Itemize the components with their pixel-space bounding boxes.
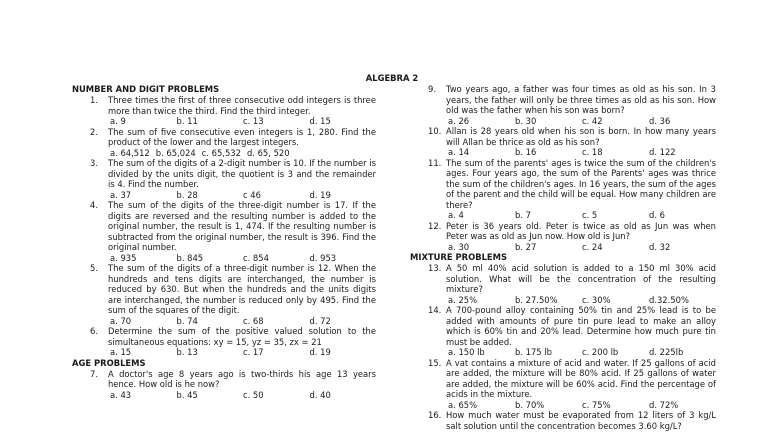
choice-b: b. 13 — [176, 347, 198, 357]
question-text: A doctor's age 8 years ago is two-thirds his age 13 years hence. How old is he now? — [108, 368, 376, 389]
answer-choices — [446, 116, 716, 127]
question-number: 3. — [90, 158, 98, 168]
choice-c: c. 65,532 — [201, 147, 241, 158]
answer-choices — [108, 190, 376, 201]
choice-a: a. 935 — [110, 252, 137, 263]
choice-b: b. 16 — [515, 147, 537, 157]
question-number: 9. — [428, 84, 436, 94]
choice-a: a. 30 — [448, 241, 470, 252]
question-text: Peter is 36 years old. Peter is twice as old as Jun was when Peter was as old as Jun now. How old is Jun? — [446, 220, 716, 241]
question-text: The sum of the digits of the three-digit number is 17. If the digits are reversed and the resulting number is added to the original number, the result is 1, 474. If the resulting number is subtracted from the original number, the result is 396. Find the original number. — [108, 200, 376, 252]
answer-choices — [108, 148, 376, 159]
choice-b: b. 845 — [176, 252, 204, 263]
section-heading-mixture: MIXTURE PROBLEMS — [410, 252, 508, 262]
choice-a: a. 43 — [110, 389, 132, 400]
question-9 — [410, 84, 716, 126]
question-text: The sum of the digits of a 2-digit number is 10. If the number is divided by the units digit, the quotient is 3 and the remainder is 4. Find the number. — [108, 158, 376, 189]
choice-c: c. 75% — [582, 399, 611, 410]
left-column — [72, 84, 376, 400]
question-number: 7. — [90, 368, 98, 379]
answer-choices — [108, 390, 376, 401]
question-text: Determine the sum of the positive valued solution to the simultaneous equations: xy = 15, yz = 35, zx = 21 — [108, 326, 376, 347]
question-16 — [410, 410, 716, 431]
choice-d: d. 65, 520 — [246, 147, 290, 158]
choice-b: b. 28 — [176, 189, 198, 200]
question-text: The sum of five consecutive even integers is 1, 280. Find the product of the lower and the largest integers. — [108, 126, 376, 147]
answer-choices — [108, 116, 376, 127]
choice-d: d. 72% — [649, 399, 679, 410]
question-number: 12. — [428, 220, 442, 231]
choice-a: a. 70 — [110, 315, 132, 326]
choice-c: c. 68 — [243, 315, 264, 326]
question-number: 15. — [428, 357, 442, 368]
question-5 — [72, 263, 376, 326]
question-number: 13. — [428, 263, 442, 273]
question-6 — [72, 326, 376, 358]
question-3 — [72, 158, 376, 200]
choice-a: a. 65% — [448, 399, 478, 410]
question-4 — [72, 200, 376, 263]
question-number: 16. — [428, 410, 442, 420]
question-number: 6. — [90, 326, 98, 336]
question-2 — [72, 127, 376, 159]
choice-b: b. 175 lb — [515, 347, 552, 357]
question-text: The sum of the parents' ages is twice the sum of the children's ages. Four years ago, the sum of the Parents' ages was thrice the sum of the children's ages. In 16 years, the sum of the ages of the parent and the child will be equal. How many children are there? — [446, 157, 716, 210]
question-number: 4. — [90, 200, 98, 210]
question-text: How much water must be evaporated from 12 liters of 3 kg/L salt solution until the concentration becomes 3.60 kg/L? — [446, 410, 716, 431]
right-column — [410, 84, 716, 431]
choice-c: c. 17 — [243, 347, 264, 357]
choice-a: a. 150 lb — [448, 347, 485, 357]
choice-c: c. 50 — [243, 389, 264, 400]
choice-b: b. 27.50% — [515, 294, 558, 305]
question-number: 1. — [90, 95, 98, 105]
choice-c: c. 30% — [582, 294, 611, 305]
choice-b: b. 7 — [515, 210, 531, 220]
section-heading-age: AGE PROBLEMS — [72, 357, 146, 368]
question-15 — [410, 358, 716, 411]
choice-d: d. 32 — [649, 241, 671, 252]
choice-a: a. 14 — [448, 147, 470, 157]
choice-b: b. 30 — [515, 115, 537, 126]
choice-c: c. 13 — [243, 116, 264, 126]
choice-d: d. 15 — [309, 116, 331, 126]
choice-a: a. 15 — [110, 347, 132, 357]
choice-c: c 46 — [243, 189, 261, 200]
choice-c: c. 24 — [582, 241, 603, 252]
question-7 — [72, 369, 376, 401]
question-text: Three times the first of three consecutive odd integers is three more than twice the third. Find the third integer. — [108, 95, 376, 116]
question-10 — [410, 126, 716, 158]
choice-b: b. 74 — [176, 315, 198, 326]
answer-choices — [446, 242, 716, 253]
question-number: 11. — [428, 157, 442, 168]
answer-choices — [446, 295, 716, 306]
choice-d: d. 953 — [309, 252, 337, 263]
question-text: A vat contains a mixture of acid and water. If 25 gallons of acid are added, the mixture will be 80% acid. If 25 gallons of water are added, the mixture will be 60% acid. Find the percentage of acids in the mixture. — [446, 357, 716, 399]
question-11 — [410, 158, 716, 221]
document-title: ALGEBRA 2 — [365, 73, 419, 83]
question-text: A 50 ml 40% acid solution is added to a 150 ml 30% acid solution. What will be the concentration of the resulting mixture? — [446, 263, 716, 294]
answer-choices — [108, 347, 376, 358]
section-heading-number-digit: NUMBER AND DIGIT PROBLEMS — [72, 84, 220, 94]
choice-a: a. 4 — [448, 210, 464, 220]
choice-d: d.32.50% — [649, 294, 689, 305]
answer-choices — [446, 400, 716, 411]
answer-choices — [108, 253, 376, 264]
choice-b: b. 11 — [176, 116, 198, 126]
choice-a: a. 37 — [110, 189, 132, 200]
question-number: 5. — [90, 263, 98, 273]
question-14 — [410, 305, 716, 358]
choice-b: b. 65,024 — [155, 147, 196, 158]
question-13 — [410, 263, 716, 305]
choice-a: a. 9 — [110, 116, 126, 126]
choice-d: d. 122 — [649, 147, 676, 157]
choice-d: d. 6 — [649, 210, 665, 220]
choice-d: d. 40 — [309, 389, 331, 400]
choice-c: c. 200 lb — [582, 347, 619, 357]
choice-b: b. 27 — [515, 241, 537, 252]
question-text: The sum of the digits of a three-digit number is 12. When the hundreds and tens digits are interchanged, the number is reduced by 630. But when the hundreds and the units digits are interchanged, the number is reduced only by 495. Find the sum of the squares of the digit. — [108, 263, 376, 315]
question-text: A 700-pound alloy containing 50% tin and 25% lead is to be added with amounts of pure tin pure lead to make an alloy which is 60% tin and 20% lead. Determine how much pure tin must be added. — [446, 305, 716, 347]
choice-d: d. 19 — [309, 189, 331, 200]
choice-c: c. 854 — [243, 252, 269, 263]
question-text: Allan is 28 years old when his son is born. In how many years will Allan be thrice as old as his son? — [446, 126, 716, 147]
answer-choices — [446, 347, 716, 358]
question-number: 10. — [428, 126, 442, 136]
choice-c: c. 5 — [582, 210, 598, 220]
question-text: Two years ago, a father was four times as old as his son. In 3 years, the father will only be three times as old as his son. How old was the father when his son was born? — [446, 84, 716, 115]
choice-b: b. 45 — [176, 389, 198, 400]
question-1 — [72, 95, 376, 127]
choice-b: b. 70% — [515, 399, 545, 410]
choice-d: d. 36 — [649, 115, 671, 126]
answer-choices — [446, 147, 716, 158]
choice-d: d. 72 — [309, 315, 331, 326]
choice-a: a. 64,512 — [110, 147, 150, 158]
choice-a: a. 26 — [448, 115, 470, 126]
answer-choices — [446, 210, 716, 221]
choice-d: d. 225lb — [649, 347, 684, 357]
question-12 — [410, 221, 716, 253]
choice-d: d. 19 — [309, 347, 331, 357]
choice-c: c. 42 — [582, 115, 603, 126]
answer-choices — [108, 316, 376, 327]
question-number: 2. — [90, 126, 98, 137]
question-number: 14. — [428, 305, 442, 315]
choice-a: a. 25% — [448, 294, 478, 305]
choice-c: c. 18 — [582, 147, 603, 157]
